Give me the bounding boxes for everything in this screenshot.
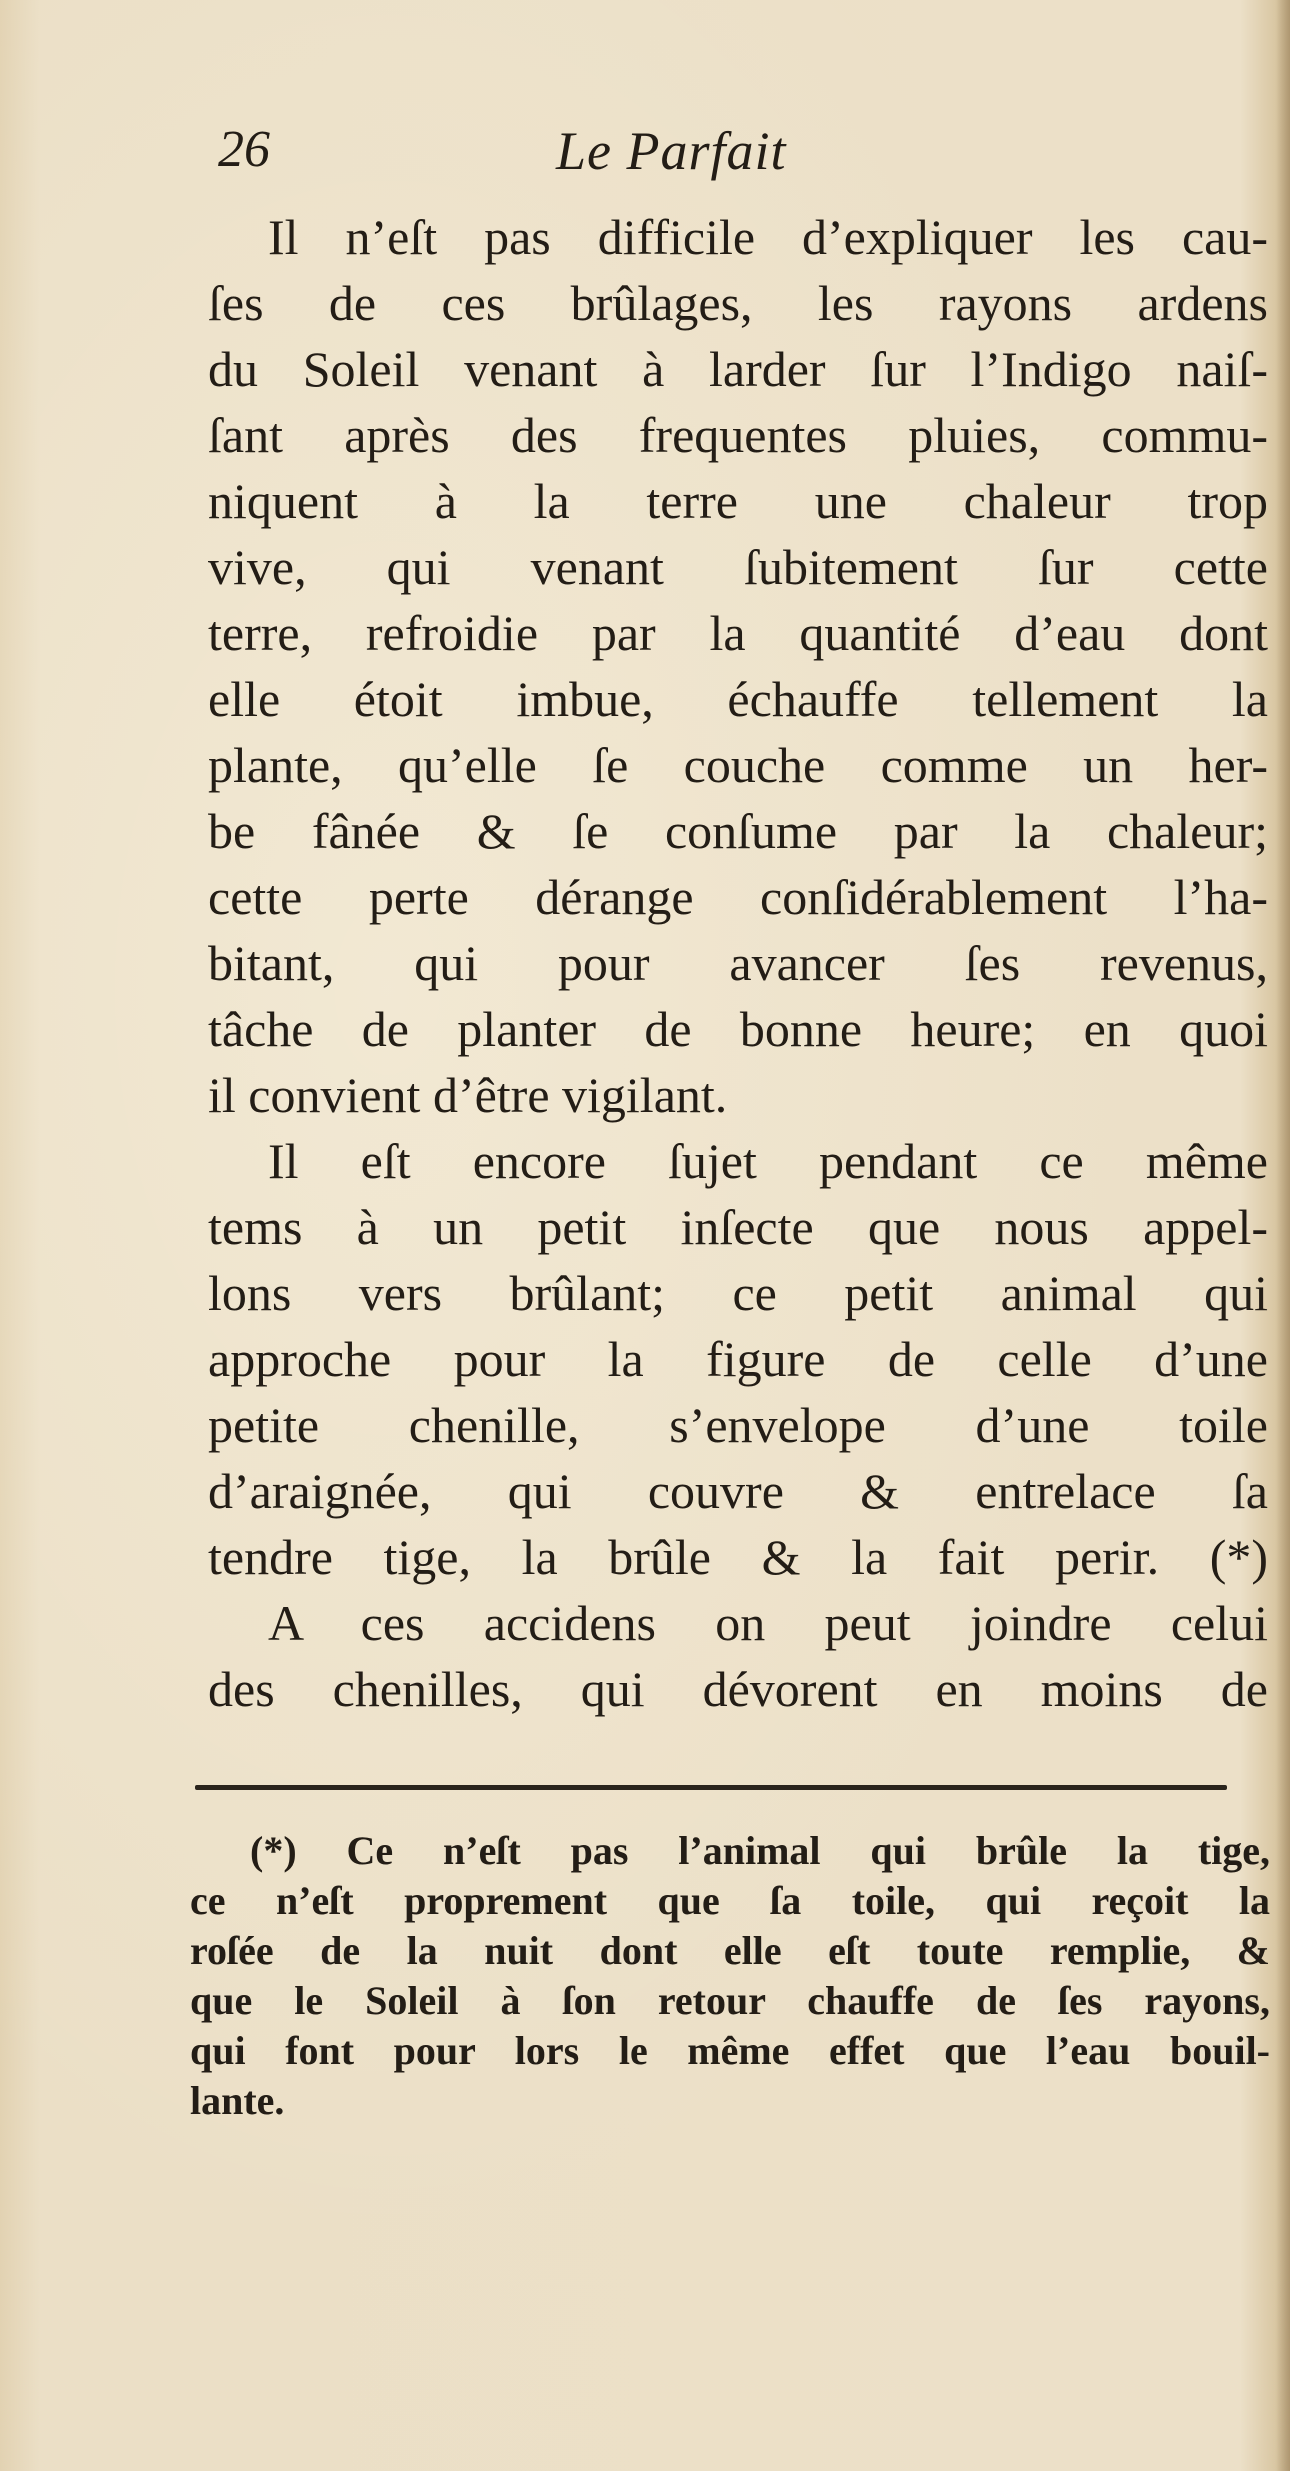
footnote-line: roſée de la nuit dont elle eſt toute remplie, & — [190, 1928, 1270, 1973]
text-line: terre, refroidie par la quantité d’eau dont — [208, 605, 1268, 661]
footnote-line: qui font pour lors le même effet que l’eau bouil- — [190, 2028, 1270, 2073]
text-line: d’araignée, qui couvre & entrelace ſa — [208, 1463, 1268, 1519]
page-edge-shadow — [1276, 0, 1290, 2471]
running-title: Le Parfait — [556, 121, 787, 181]
footnote-line: lante. — [190, 2078, 285, 2123]
text-line: ſant après des frequentes pluies, commu- — [208, 407, 1268, 463]
text-line: elle étoit imbue, échauffe tellement la — [208, 671, 1268, 727]
text-line: des chenilles, qui dévorent en moins de — [208, 1661, 1268, 1717]
text-line: tendre tige, la brûle & la fait perir. (*) — [208, 1529, 1268, 1585]
text-line: A ces accidens on peut joindre celui — [268, 1595, 1268, 1651]
text-line: tâche de planter de bonne heure; en quoi — [208, 1001, 1268, 1057]
text-line: niquent à la terre une chaleur trop — [208, 473, 1268, 529]
footnote-separator-rule — [195, 1785, 1227, 1790]
footnote-line: que le Soleil à ſon retour chauffe de ſes rayons, — [190, 1978, 1270, 2023]
text-line: vive, qui venant ſubitement ſur cette — [208, 539, 1268, 595]
text-line: du Soleil venant à larder ſur l’Indigo naiſ- — [208, 341, 1268, 397]
footnote-line: ce n’eſt proprement que ſa toile, qui reçoit la — [190, 1878, 1270, 1923]
text-line: ſes de ces brûlages, les rayons ardens — [208, 275, 1268, 331]
text-line: bitant, qui pour avancer ſes revenus, — [208, 935, 1268, 991]
text-line: petite chenille, s’envelope d’une toile — [208, 1397, 1268, 1453]
text-line: Il eſt encore ſujet pendant ce même — [268, 1133, 1268, 1189]
text-line: cette perte dérange conſidérablement l’ha- — [208, 869, 1268, 925]
text-line: plante, qu’elle ſe couche comme un her- — [208, 737, 1268, 793]
page-number: 26 — [218, 121, 270, 178]
text-line: Il n’eſt pas difficile d’expliquer les cau- — [268, 209, 1268, 265]
text-line: tems à un petit inſecte que nous appel- — [208, 1199, 1268, 1255]
text-line: il convient d’être vigilant. — [208, 1067, 728, 1123]
footnote-line: (*) Ce n’eſt pas l’animal qui brûle la tige, — [250, 1828, 1270, 1873]
text-line: approche pour la figure de celle d’une — [208, 1331, 1268, 1387]
text-line: lons vers brûlant; ce petit animal qui — [208, 1265, 1268, 1321]
running-head — [210, 120, 1230, 200]
text-line: be fânée & ſe conſume par la chaleur; — [208, 803, 1268, 859]
